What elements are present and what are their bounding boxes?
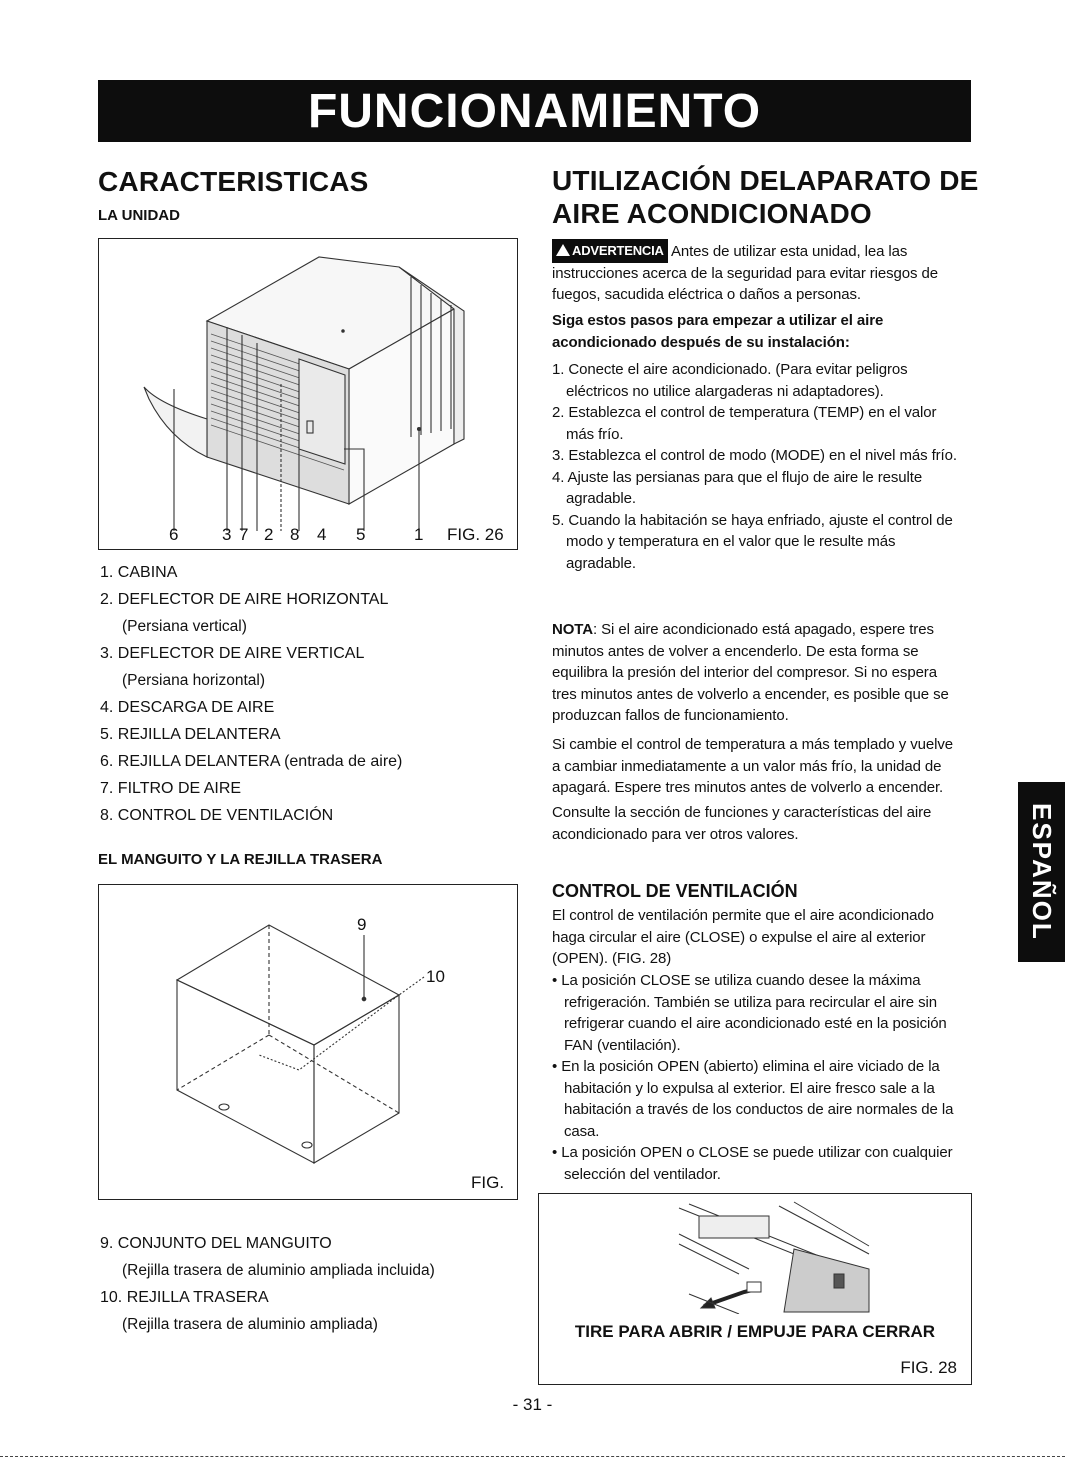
- list-item: 3. Establezca el control de modo (MODE) en el nivel más frío.: [552, 447, 957, 464]
- warning-triangle-icon: [556, 244, 570, 256]
- language-tab: ESPAÑOL: [1018, 782, 1065, 962]
- list-item: 4. DESCARGA DE AIRE: [100, 699, 275, 716]
- list-item: • La posición OPEN o CLOSE se puede utilizar con cualquier selección del ventilador.: [552, 1144, 953, 1183]
- note-paragraph: NOTA: Si el aire acondicionado está apagado, espere tres minutos antes de volver a encenderlo. De esta forma se equilibra la presión del interior del compresor. Si no espera tres minutos antes de volverlo a encender, es posible que se produzcan fallos de funcionamiento.: [552, 621, 949, 724]
- page-number: - 31 -: [512, 1395, 553, 1414]
- section-title-caracteristicas: CARACTERISTICAS: [98, 166, 369, 197]
- vent-control-title: CONTROL DE VENTILACIÓN: [552, 881, 798, 901]
- subsection-title-unidad: LA UNIDAD: [98, 207, 180, 224]
- page-edge-line: [0, 1456, 1065, 1457]
- list-item: 6. REJILLA DELANTERA (entrada de aire): [100, 753, 403, 770]
- list-item: • La posición CLOSE se utiliza cuando desee la máxima refrigeración. También se utiliza para recircular el aire sin refrigerar cuando el aire acondicionado esté en la posición FAN (ventilación).: [552, 972, 947, 1054]
- page-banner: FUNCIONAMIENTO: [98, 80, 971, 142]
- list-item: 1. Conecte el aire acondicionado. (Para evitar peligros eléctricos no utilice alargaderas ni adaptadores).: [552, 361, 908, 400]
- fig26-callout-7: 7: [239, 525, 249, 544]
- steps-title: Siga estos pasos para empezar a utilizar el aire acondicionado después de su instalación:: [552, 312, 884, 351]
- fig26-callout-3: 3: [222, 525, 232, 544]
- list-item: 5. Cuando la habitación se haya enfriado, ajuste el control de modo y temperatura en el valor que le resulte más agradable.: [552, 511, 953, 572]
- list-item: 2. Establezca el control de temperatura (TEMP) en el valor más frío.: [552, 404, 937, 443]
- warning-badge: ADVERTENCIA: [552, 239, 668, 263]
- vent-control-intro: El control de ventilación permite que el aire acondicionado haga circular el aire (CLOSE) o expulse el aire al exterior (OPEN). (FIG. 28): [552, 907, 934, 967]
- fig26-callout-5: 5: [356, 525, 366, 544]
- subsection-title-manguito: EL MANGUITO Y LA REJILLA TRASERA: [98, 851, 383, 868]
- section-title-utilizacion-line2: AIRE ACONDICIONADO: [552, 198, 872, 229]
- fig26-callout-8: 8: [290, 525, 300, 544]
- list-item-sub: (Rejilla trasera de aluminio ampliada incluida): [122, 1262, 435, 1279]
- list-item: 4. Ajuste las persianas para que el flujo de aire le resulte agradable.: [552, 468, 923, 507]
- fig28-caption: TIRE PARA ABRIR / EMPUJE PARA CERRAR: [574, 1322, 936, 1341]
- section-title-utilizacion: UTILIZACIÓN DELAPARATO DE: [552, 165, 979, 196]
- figure-26-unit: [98, 238, 518, 550]
- fig26-callout-1: 1: [414, 525, 424, 544]
- list-item: 1. CABINA: [100, 564, 178, 581]
- fig-callout-10: 10: [426, 967, 445, 986]
- fig28-label: FIG. 28: [900, 1358, 957, 1377]
- warning-paragraph: ADVERTENCIA Antes de utilizar esta unidad, lea las instrucciones acerca de la seguridad para evitar riesgos de fuegos, sacudida eléctrica o daños a personas.: [552, 239, 964, 306]
- fig26-callout-6: 6: [169, 525, 179, 544]
- reference-paragraph: Consulte la sección de funciones y características del aire acondicionado para ver otros valores.: [552, 804, 932, 843]
- vent-bullet-list: [552, 970, 964, 1185]
- list-item: • En la posición OPEN (abierto) elimina el aire viciado de la habitación y lo expulsa al exterior. El aire fresco sale a la habitación a través de los conductos de aire normales de la casa.: [552, 1058, 954, 1140]
- list-item: 9. CONJUNTO DEL MANGUITO: [100, 1235, 332, 1252]
- parts-list: [100, 559, 520, 829]
- list-item: 2. DEFLECTOR DE AIRE HORIZONTAL: [100, 591, 389, 608]
- fig26-callout-4: 4: [317, 525, 327, 544]
- sleeve-illustration: [99, 885, 516, 1198]
- fig26-callout-2: 2: [264, 525, 274, 544]
- list-item-sub: (Persiana horizontal): [122, 672, 266, 689]
- list-item: 10. REJILLA TRASERA: [100, 1289, 269, 1306]
- list-item: 8. CONTROL DE VENTILACIÓN: [100, 807, 334, 824]
- list-item: 3. DEFLECTOR DE AIRE VERTICAL: [100, 645, 365, 662]
- vent-lever-illustration: [539, 1194, 970, 1314]
- figure-sleeve: [98, 884, 518, 1200]
- sleeve-parts-list: [100, 1230, 520, 1338]
- air-conditioner-illustration: [99, 239, 516, 548]
- figure-28-vent-control: [538, 1193, 972, 1385]
- list-item: 7. FILTRO DE AIRE: [100, 780, 242, 797]
- list-item-sub: (Rejilla trasera de aluminio ampliada): [122, 1316, 378, 1333]
- fig-sleeve-label: FIG.: [471, 1173, 505, 1192]
- list-item: 5. REJILLA DELANTERA: [100, 726, 281, 743]
- list-item-sub: (Persiana vertical): [122, 618, 247, 635]
- fig-callout-9: 9: [357, 915, 367, 934]
- steps-list: [552, 359, 964, 574]
- fig26-label: FIG. 26: [447, 525, 504, 544]
- temperature-paragraph: Si cambie el control de temperatura a más templado y vuelve a cambiar inmediatamente a un valor más frío, la unidad de apagará. Espere tres minutos antes de volverlo a encender.: [552, 736, 953, 796]
